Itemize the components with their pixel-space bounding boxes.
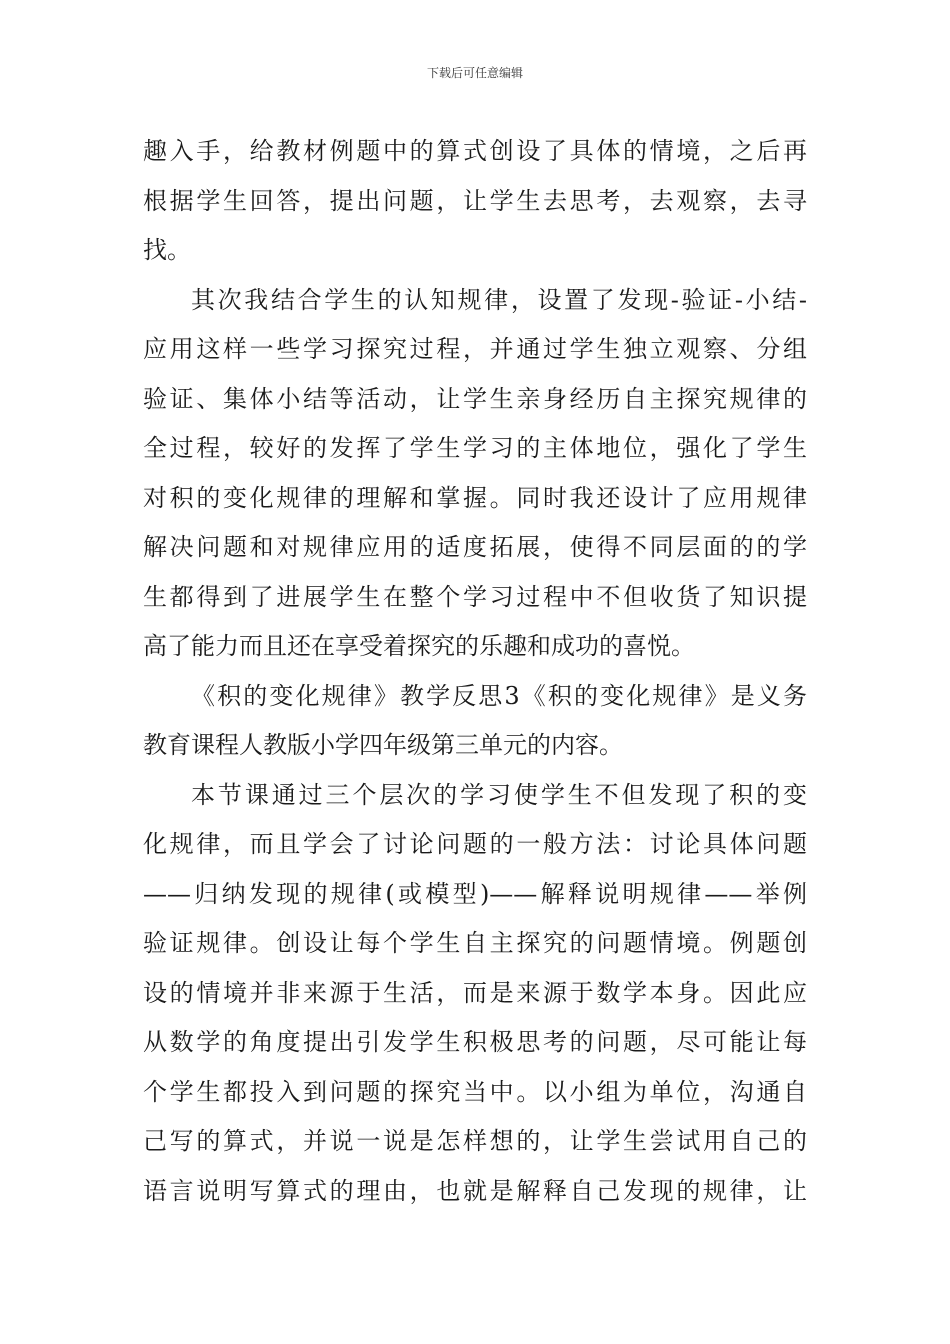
text-line: 验证、集体小结等活动，让学生亲身经历自主探究规律的 — [143, 384, 807, 413]
text-line: 趣入手，给教材例题中的算式创设了具体的情境，之后再 — [143, 137, 807, 165]
text-line: 对积的变化规律的理解和掌握。同时我还设计了应用规律 — [143, 483, 807, 512]
document-body — [143, 127, 807, 1216]
text-line: 语言说明写算式的理由，也就是解释自己发现的规律，让 — [143, 1176, 807, 1205]
text-line: 教育课程人教版小学四年级第三单元的内容。 — [143, 731, 623, 759]
text-line: 应用这样一些学习探究过程，并通过学生独立观察、分组 — [143, 335, 807, 363]
text-line: 化规律，而且学会了讨论问题的一般方法：讨论具体问题 — [143, 830, 807, 858]
text-line: 找。 — [143, 236, 191, 264]
text-line: 其次我结合学生的认知规律，设置了发现-验证-小结- — [191, 285, 807, 314]
text-line: 解决问题和对规律应用的适度拓展，使得不同层面的的学 — [143, 533, 807, 561]
text-line: 《积的变化规律》教学反思3《积的变化规律》是义务 — [191, 681, 807, 710]
text-line: 全过程，较好的发挥了学生学习的主体地位，强化了学生 — [143, 434, 807, 462]
text-line: 验证规律。创设让每个学生自主探究的问题情境。例题创 — [143, 929, 807, 957]
text-line: 根据学生回答，提出问题，让学生去思考，去观察，去寻 — [143, 186, 807, 215]
page-header: 下载后可任意编辑 — [426, 66, 523, 80]
text-line: 己写的算式，并说一说是怎样想的，让学生尝试用自己的 — [143, 1127, 807, 1155]
text-line: 本节课通过三个层次的学习使学生不但发现了积的变 — [191, 780, 807, 809]
text-line: 高了能力而且还在享受着探究的乐趣和成功的喜悦。 — [143, 632, 695, 660]
text-line: 生都得到了进展学生在整个学习过程中不但收货了知识提 — [143, 582, 807, 611]
text-line: 设的情境并非来源于生活，而是来源于数学本身。因此应 — [143, 978, 807, 1007]
text-line: 个学生都投入到问题的探究当中。以小组为单位，沟通自 — [143, 1077, 807, 1106]
text-line: 从数学的角度提出引发学生积极思考的问题，尽可能让每 — [143, 1028, 807, 1056]
text-line: ——归纳发现的规律(或模型)——解释说明规律——举例 — [143, 879, 807, 908]
